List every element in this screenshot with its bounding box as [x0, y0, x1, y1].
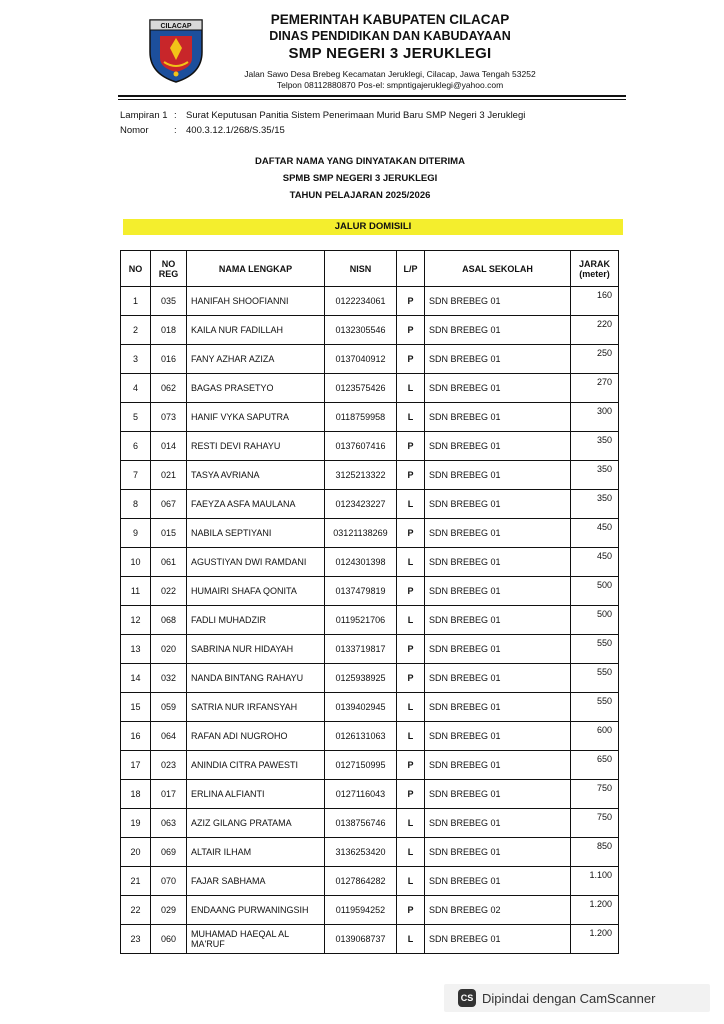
cell-no: 18	[121, 780, 151, 809]
cell-nama: FANY AZHAR AZIZA	[187, 345, 325, 374]
cell-reg: 015	[151, 519, 187, 548]
cell-asal: SDN BREBEG 01	[425, 606, 571, 635]
header-no: NO	[121, 251, 151, 287]
cell-asal: SDN BREBEG 02	[425, 896, 571, 925]
cell-no: 7	[121, 461, 151, 490]
cell-no: 10	[121, 548, 151, 577]
jalur-band: JALUR DOMISILI	[123, 219, 623, 235]
cell-nama: HUMAIRI SHAFA QONITA	[187, 577, 325, 606]
cell-reg: 017	[151, 780, 187, 809]
cell-nama: AGUSTIYAN DWI RAMDANI	[187, 548, 325, 577]
cell-no: 16	[121, 722, 151, 751]
cell-reg: 063	[151, 809, 187, 838]
cell-jarak: 160	[571, 287, 619, 316]
cell-jarak: 1.100	[571, 867, 619, 896]
accepted-students-table	[120, 250, 619, 954]
cell-reg: 069	[151, 838, 187, 867]
header-lp: L/P	[397, 251, 425, 287]
cell-jarak: 300	[571, 403, 619, 432]
cell-nisn: 0139068737	[325, 925, 397, 954]
table-row	[121, 606, 619, 635]
cell-lp: L	[397, 867, 425, 896]
cell-asal: SDN BREBEG 01	[425, 635, 571, 664]
table-row	[121, 635, 619, 664]
table-row	[121, 432, 619, 461]
cell-no: 6	[121, 432, 151, 461]
cell-lp: P	[397, 635, 425, 664]
header-nisn: NISN	[325, 251, 397, 287]
cell-lp: P	[397, 461, 425, 490]
cell-jarak: 550	[571, 664, 619, 693]
cell-asal: SDN BREBEG 01	[425, 867, 571, 896]
cell-lp: P	[397, 432, 425, 461]
cell-nisn: 0127116043	[325, 780, 397, 809]
cell-no: 22	[121, 896, 151, 925]
cell-no: 13	[121, 635, 151, 664]
cell-asal: SDN BREBEG 01	[425, 548, 571, 577]
table-row	[121, 838, 619, 867]
letterhead	[220, 12, 560, 91]
cell-nama: RESTI DEVI RAHAYU	[187, 432, 325, 461]
cell-reg: 073	[151, 403, 187, 432]
table-row	[121, 490, 619, 519]
table-row	[121, 287, 619, 316]
cell-asal: SDN BREBEG 01	[425, 838, 571, 867]
cell-reg: 029	[151, 896, 187, 925]
table-row	[121, 896, 619, 925]
cell-no: 1	[121, 287, 151, 316]
cell-asal: SDN BREBEG 01	[425, 664, 571, 693]
cell-no: 15	[121, 693, 151, 722]
cell-nisn: 0119521706	[325, 606, 397, 635]
cell-reg: 068	[151, 606, 187, 635]
header-jarak: JARAK (meter)	[571, 251, 619, 287]
cell-nisn: 0133719817	[325, 635, 397, 664]
cell-jarak: 350	[571, 461, 619, 490]
cell-nama: HANIF VYKA SAPUTRA	[187, 403, 325, 432]
table-row	[121, 461, 619, 490]
cell-nisn: 0123423227	[325, 490, 397, 519]
cell-nisn: 0124301398	[325, 548, 397, 577]
cell-lp: P	[397, 345, 425, 374]
nomor-value: 400.3.12.1/268/S.35/15	[186, 125, 285, 136]
cell-jarak: 600	[571, 722, 619, 751]
cell-nama: FADLI MUHADZIR	[187, 606, 325, 635]
cell-nisn: 0125938925	[325, 664, 397, 693]
cell-no: 3	[121, 345, 151, 374]
cell-asal: SDN BREBEG 01	[425, 780, 571, 809]
cell-lp: L	[397, 548, 425, 577]
letterhead-government: PEMERINTAH KABUPATEN CILACAP	[270, 12, 510, 27]
cell-jarak: 550	[571, 693, 619, 722]
cell-nama: NABILA SEPTIYANI	[187, 519, 325, 548]
letterhead-department: DINAS PENDIDIKAN DAN KABUDAYAAN	[269, 29, 511, 43]
cell-nama: SATRIA NUR IRFANSYAH	[187, 693, 325, 722]
cell-asal: SDN BREBEG 01	[425, 809, 571, 838]
cell-no: 12	[121, 606, 151, 635]
title-line-3: TAHUN PELAJARAN 2025/2026	[289, 190, 431, 201]
cell-asal: SDN BREBEG 01	[425, 345, 571, 374]
cell-lp: P	[397, 896, 425, 925]
cell-reg: 062	[151, 374, 187, 403]
cell-asal: SDN BREBEG 01	[425, 403, 571, 432]
table-row	[121, 374, 619, 403]
lampiran-label: Lampiran 1	[120, 110, 168, 121]
cell-reg: 070	[151, 867, 187, 896]
table-row	[121, 780, 619, 809]
cell-nisn: 0137040912	[325, 345, 397, 374]
cell-nisn: 0127864282	[325, 867, 397, 896]
cell-nisn: 0138756746	[325, 809, 397, 838]
cell-lp: L	[397, 809, 425, 838]
cell-reg: 021	[151, 461, 187, 490]
header-nama: NAMA LENGKAP	[187, 251, 325, 287]
cell-jarak: 1.200	[571, 896, 619, 925]
cell-reg: 032	[151, 664, 187, 693]
cell-nama: BAGAS PRASETYO	[187, 374, 325, 403]
cell-nama: FAJAR SABHAMA	[187, 867, 325, 896]
table-row	[121, 925, 619, 954]
header-asal: ASAL SEKOLAH	[425, 251, 571, 287]
cell-jarak: 450	[571, 548, 619, 577]
cell-nama: ERLINA ALFIANTI	[187, 780, 325, 809]
cell-jarak: 220	[571, 316, 619, 345]
cell-reg: 061	[151, 548, 187, 577]
cell-jarak: 350	[571, 432, 619, 461]
cell-jarak: 650	[571, 751, 619, 780]
cell-lp: L	[397, 374, 425, 403]
cell-lp: L	[397, 722, 425, 751]
letterhead-divider-thin	[118, 99, 626, 100]
cell-no: 14	[121, 664, 151, 693]
cell-jarak: 750	[571, 809, 619, 838]
cell-reg: 060	[151, 925, 187, 954]
cell-no: 23	[121, 925, 151, 954]
cell-nama: ALTAIR ILHAM	[187, 838, 325, 867]
document-title	[170, 153, 550, 204]
table-row	[121, 693, 619, 722]
cell-asal: SDN BREBEG 01	[425, 751, 571, 780]
table-row	[121, 519, 619, 548]
cell-lp: L	[397, 693, 425, 722]
cell-lp: L	[397, 838, 425, 867]
cell-nama: HANIFAH SHOOFIANNI	[187, 287, 325, 316]
table-header-row	[121, 251, 619, 287]
table-row	[121, 751, 619, 780]
cell-lp: P	[397, 577, 425, 606]
cell-nisn: 0122234061	[325, 287, 397, 316]
table-row	[121, 809, 619, 838]
cell-lp: P	[397, 664, 425, 693]
cell-nama: KAILA NUR FADILLAH	[187, 316, 325, 345]
letterhead-divider	[118, 95, 626, 97]
cell-nama: TASYA AVRIANA	[187, 461, 325, 490]
lampiran-colon: :	[174, 110, 177, 121]
emblem-banner-text: CILACAP	[160, 23, 192, 30]
cell-reg: 018	[151, 316, 187, 345]
regency-emblem-icon	[146, 12, 206, 84]
cell-asal: SDN BREBEG 01	[425, 316, 571, 345]
camscanner-label: Dipindai dengan CamScanner	[482, 990, 656, 1006]
cell-reg: 035	[151, 287, 187, 316]
cell-lp: L	[397, 606, 425, 635]
table-row	[121, 548, 619, 577]
cell-asal: SDN BREBEG 01	[425, 432, 571, 461]
letterhead-address: Jalan Sawo Desa Brebeg Kecamatan Jeruklegi, Cilacap, Jawa Tengah 53252	[244, 69, 536, 79]
cell-no: 20	[121, 838, 151, 867]
cell-reg: 064	[151, 722, 187, 751]
cell-nisn: 0137479819	[325, 577, 397, 606]
cell-nisn: 0139402945	[325, 693, 397, 722]
cell-reg: 059	[151, 693, 187, 722]
cell-no: 4	[121, 374, 151, 403]
cell-nisn: 0126131063	[325, 722, 397, 751]
cell-lp: L	[397, 490, 425, 519]
table-row	[121, 316, 619, 345]
cell-nisn: 0127150995	[325, 751, 397, 780]
cell-nama: NANDA BINTANG RAHAYU	[187, 664, 325, 693]
cell-no: 9	[121, 519, 151, 548]
cell-no: 8	[121, 490, 151, 519]
cell-no: 21	[121, 867, 151, 896]
cell-asal: SDN BREBEG 01	[425, 577, 571, 606]
document-meta	[120, 108, 525, 138]
cell-lp: L	[397, 925, 425, 954]
cell-lp: P	[397, 751, 425, 780]
cell-jarak: 850	[571, 838, 619, 867]
camscanner-icon: CS	[458, 989, 476, 1007]
cell-nisn: 0132305546	[325, 316, 397, 345]
cell-nisn: 3136253420	[325, 838, 397, 867]
cell-reg: 023	[151, 751, 187, 780]
cell-nisn: 0118759958	[325, 403, 397, 432]
cell-jarak: 500	[571, 606, 619, 635]
cell-jarak: 550	[571, 635, 619, 664]
cell-nama: ENDAANG PURWANINGSIH	[187, 896, 325, 925]
cell-asal: SDN BREBEG 01	[425, 693, 571, 722]
cell-nisn: 3125213322	[325, 461, 397, 490]
cell-lp: L	[397, 403, 425, 432]
table-body	[121, 287, 619, 954]
cell-nisn: 0123575426	[325, 374, 397, 403]
title-line-1: DAFTAR NAMA YANG DINYATAKAN DITERIMA	[255, 156, 465, 167]
table-row	[121, 577, 619, 606]
cell-asal: SDN BREBEG 01	[425, 490, 571, 519]
cell-lp: P	[397, 316, 425, 345]
cell-jarak: 500	[571, 577, 619, 606]
cell-no: 11	[121, 577, 151, 606]
letterhead-contact: Telpon 08112880870 Pos-el: smpntigajeruklegi@yahoo.com	[276, 80, 504, 90]
lampiran-value: Surat Keputusan Panitia Sistem Penerimaan Murid Baru SMP Negeri 3 Jeruklegi	[186, 110, 526, 121]
cell-no: 2	[121, 316, 151, 345]
cell-jarak: 750	[571, 780, 619, 809]
table-row	[121, 403, 619, 432]
cell-asal: SDN BREBEG 01	[425, 925, 571, 954]
letterhead-school: SMP NEGERI 3 JERUKLEGI	[288, 45, 492, 62]
cell-jarak: 450	[571, 519, 619, 548]
table-row	[121, 345, 619, 374]
table-row	[121, 664, 619, 693]
cell-asal: SDN BREBEG 01	[425, 287, 571, 316]
cell-jarak: 250	[571, 345, 619, 374]
table-row	[121, 867, 619, 896]
cell-nama: FAEYZA ASFA MAULANA	[187, 490, 325, 519]
cell-lp: P	[397, 519, 425, 548]
cell-lp: P	[397, 287, 425, 316]
cell-reg: 067	[151, 490, 187, 519]
cell-no: 19	[121, 809, 151, 838]
cell-jarak: 270	[571, 374, 619, 403]
cell-lp: P	[397, 780, 425, 809]
nomor-colon: :	[174, 125, 177, 136]
header-reg: NO REG	[151, 251, 187, 287]
title-line-2: SPMB SMP NEGERI 3 JERUKLEGI	[282, 173, 438, 184]
cell-reg: 022	[151, 577, 187, 606]
cell-asal: SDN BREBEG 01	[425, 519, 571, 548]
cell-nama: MUHAMAD HAEQAL AL MA'RUF	[187, 925, 325, 954]
table-row	[121, 722, 619, 751]
cell-nama: RAFAN ADI NUGROHO	[187, 722, 325, 751]
cell-nisn: 0119594252	[325, 896, 397, 925]
cell-reg: 016	[151, 345, 187, 374]
cell-nisn: 03121138269	[325, 519, 397, 548]
cell-asal: SDN BREBEG 01	[425, 374, 571, 403]
cell-nisn: 0137607416	[325, 432, 397, 461]
cell-no: 17	[121, 751, 151, 780]
cell-jarak: 1.200	[571, 925, 619, 954]
nomor-label: Nomor	[120, 125, 149, 136]
cell-reg: 020	[151, 635, 187, 664]
cell-asal: SDN BREBEG 01	[425, 461, 571, 490]
cell-nama: AZIZ GILANG PRATAMA	[187, 809, 325, 838]
cell-nama: ANINDIA CITRA PAWESTI	[187, 751, 325, 780]
cell-no: 5	[121, 403, 151, 432]
cell-reg: 014	[151, 432, 187, 461]
cell-jarak: 350	[571, 490, 619, 519]
camscanner-watermark	[444, 984, 710, 1012]
cell-nama: SABRINA NUR HIDAYAH	[187, 635, 325, 664]
cell-asal: SDN BREBEG 01	[425, 722, 571, 751]
